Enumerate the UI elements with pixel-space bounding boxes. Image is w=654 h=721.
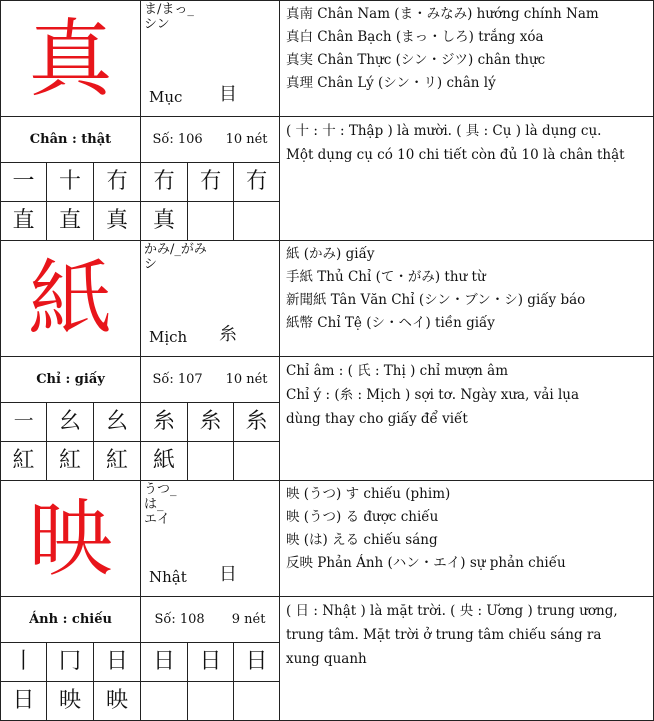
note-line: Chỉ âm : ( 氏 : Thị ) chỉ mượn âm xyxy=(286,363,508,379)
readings-box xyxy=(140,240,280,357)
radical-name: Nhật xyxy=(149,568,187,586)
stroke-step: 冇 xyxy=(187,162,234,202)
vocab-line: 映 (うつ) る được chiếu xyxy=(286,509,439,525)
vocab-line: 手紙 Thủ Chỉ (て・がみ) thư từ xyxy=(286,269,486,285)
stroke-count: 10 nét xyxy=(225,372,268,387)
kanji-large: 紙 xyxy=(0,240,141,357)
kanji-large: 真 xyxy=(0,0,141,117)
note-line: Một dụng cụ có 10 chi tiết còn đủ 10 là chân thật xyxy=(286,147,625,163)
stroke-step: 直 xyxy=(46,201,94,241)
kanji-number: Số: 107 xyxy=(152,372,203,387)
kanji-number: Số: 106 xyxy=(152,132,203,147)
stroke-step: 十 xyxy=(46,162,94,202)
stroke-step xyxy=(187,201,234,241)
stroke-step: 日 xyxy=(93,642,141,682)
stroke-step: 日 xyxy=(0,681,47,721)
meaning-label: Chân : thật xyxy=(0,116,141,163)
radical-name: Mịch xyxy=(149,328,188,346)
stroke-step: 冇 xyxy=(93,162,141,202)
stroke-step: 幺 xyxy=(93,402,141,442)
stroke-step: 糸 xyxy=(187,402,234,442)
stroke-step xyxy=(233,681,280,721)
radical-char: 糸 xyxy=(219,324,237,345)
stroke-step: 糸 xyxy=(233,402,280,442)
vocab-box xyxy=(279,240,654,357)
kanji-large: 映 xyxy=(0,480,141,597)
note-line: ( 日 : Nhật ) là mặt trời. ( 央 : Ương ) trung ương, xyxy=(286,603,618,619)
note-line: dùng thay cho giấy để viết xyxy=(286,411,468,427)
stroke-step xyxy=(140,681,188,721)
stroke-step: 映 xyxy=(93,681,141,721)
note-line: Chỉ ý : (糸 : Mịch ) sợi tơ. Ngày xưa, vải lụa xyxy=(286,387,580,403)
stroke-step: 紅 xyxy=(93,441,141,481)
stroke-step: 一 xyxy=(0,162,47,202)
readings-box xyxy=(140,480,280,597)
stroke-step: ㇐ xyxy=(0,402,47,442)
stroke-step: 日 xyxy=(187,642,234,682)
vocab-line: 新聞紙 Tân Văn Chỉ (シン・ブン・シ) giấy báo xyxy=(286,292,586,308)
stroke-step: 冂 xyxy=(46,642,94,682)
vocab-line: 真白 Chân Bạch (まっ・しろ) trắng xóa xyxy=(286,29,544,45)
stroke-step xyxy=(187,441,234,481)
vocab-line: 映 (うつ) す chiếu (phim) xyxy=(286,486,451,502)
mnemonic-box xyxy=(279,596,654,721)
meaning-label: Chỉ : giấy xyxy=(0,356,141,403)
meaning-label: Ánh : chiếu xyxy=(0,596,141,643)
mnemonic-box xyxy=(279,356,654,481)
info-box xyxy=(140,596,280,643)
stroke-step: 真 xyxy=(93,201,141,241)
vocab-line: 紙 (かみ) giấy xyxy=(286,246,375,262)
radical-char: 目 xyxy=(219,84,237,105)
stroke-step: 映 xyxy=(46,681,94,721)
kanji-readings: ま/まっ_ シン xyxy=(144,2,194,32)
stroke-step: 丨 xyxy=(0,642,47,682)
vocab-line: 真南 Chân Nam (ま・みなみ) hướng chính Nam xyxy=(286,6,599,22)
stroke-step: 日 xyxy=(233,642,280,682)
readings-box xyxy=(140,0,280,117)
note-line: xung quanh xyxy=(286,651,367,667)
stroke-step: 直 xyxy=(0,201,47,241)
stroke-step xyxy=(187,681,234,721)
vocab-box xyxy=(279,0,654,117)
vocab-line: 真実 Chân Thực (シン・ジツ) chân thực xyxy=(286,52,546,68)
vocab-line: 紙幣 Chỉ Tệ (シ・ヘイ) tiền giấy xyxy=(286,315,495,331)
vocab-line: 真理 Chân Lý (シン・リ) chân lý xyxy=(286,75,496,91)
note-line: trung tâm. Mặt trời ở trung tâm chiếu sáng ra xyxy=(286,627,602,643)
stroke-step: 幺 xyxy=(46,402,94,442)
radical-char: 日 xyxy=(219,564,237,585)
vocab-line: 映 (は) える chiếu sáng xyxy=(286,532,438,548)
stroke-step: 紅 xyxy=(0,441,47,481)
stroke-step: 日 xyxy=(140,642,188,682)
info-box xyxy=(140,116,280,163)
vocab-line: 反映 Phản Ánh (ハン・エイ) sự phản chiếu xyxy=(286,555,566,571)
kanji-readings: かみ/_がみ シ xyxy=(144,242,207,272)
kanji-number: Số: 108 xyxy=(154,612,205,627)
stroke-step: 紙 xyxy=(140,441,188,481)
vocab-box xyxy=(279,480,654,597)
stroke-step xyxy=(233,201,280,241)
stroke-step xyxy=(233,441,280,481)
stroke-step: 冇 xyxy=(140,162,188,202)
note-line: ( 十 : 十 : Thập ) là mười. ( 具 : Cụ ) là dụng cụ. xyxy=(286,123,602,139)
info-box xyxy=(140,356,280,403)
kanji-readings: うつ_ は_ エイ xyxy=(144,482,177,527)
stroke-step: 真 xyxy=(140,201,188,241)
mnemonic-box xyxy=(279,116,654,241)
stroke-step: 冇 xyxy=(233,162,280,202)
radical-name: Mục xyxy=(149,88,183,106)
stroke-count: 9 nét xyxy=(231,612,266,627)
stroke-step: 糸 xyxy=(140,402,188,442)
stroke-count: 10 nét xyxy=(225,132,268,147)
stroke-step: 紅 xyxy=(46,441,94,481)
